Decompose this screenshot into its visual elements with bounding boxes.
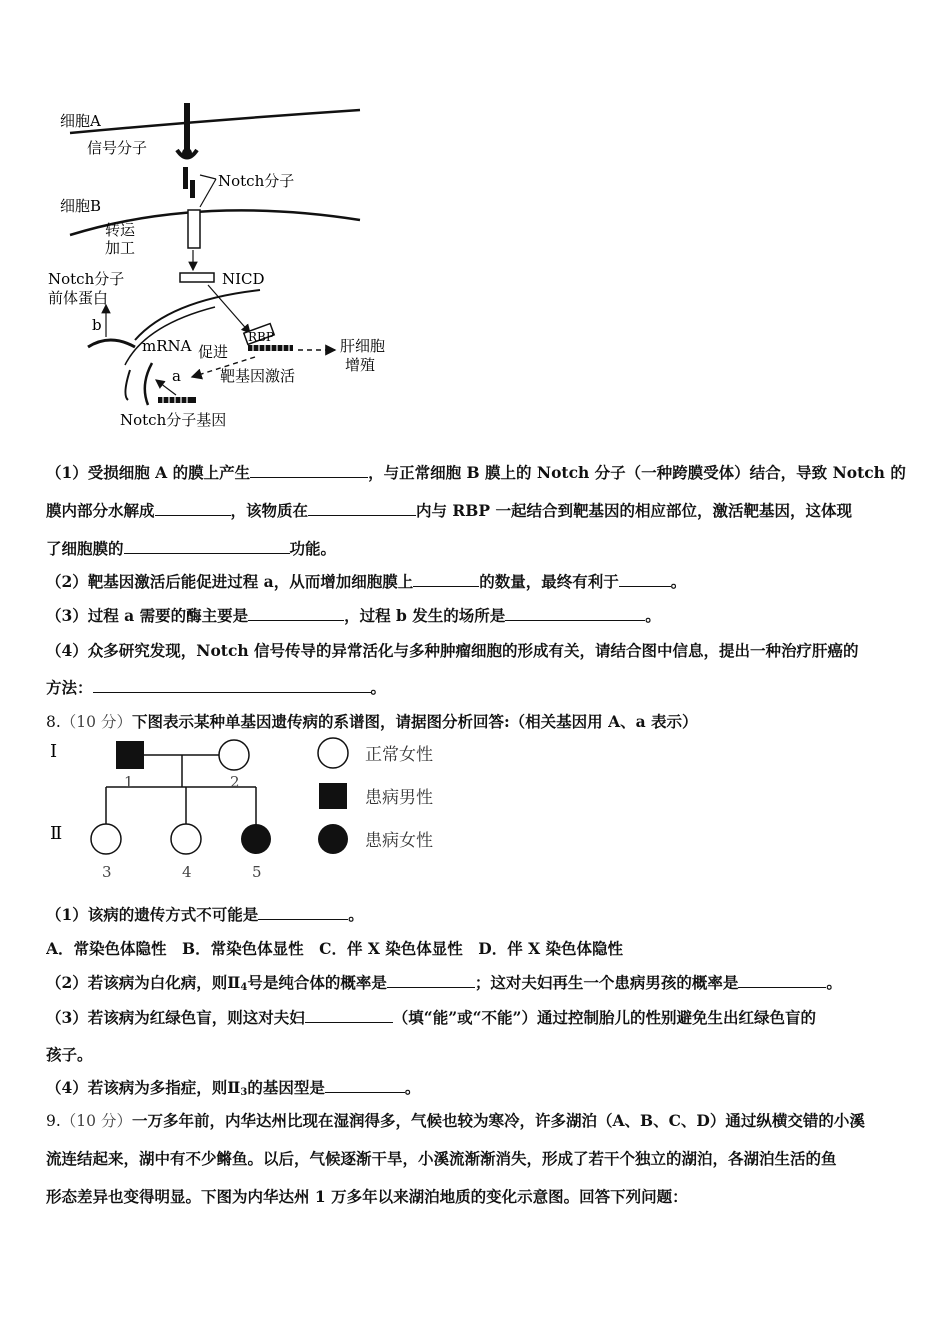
q7-part4-line2: 方法： 。 xyxy=(46,678,387,697)
answer-blank[interactable] xyxy=(124,539,290,554)
q7-part3: （3）过程 a 需要的酶主要是 ，过程 b 发生的场所是 。 xyxy=(46,606,661,625)
q7-part2: （2）靶基因激活后能促进过程 a，从而增加细胞膜上 的数量，最终有利于 。 xyxy=(46,572,687,591)
label-nicd: NICD xyxy=(222,270,265,288)
q8-part1: （1）该病的遗传方式不可能是 。 xyxy=(46,905,364,924)
q7-part1-line3: 了细胞膜的 功能。 xyxy=(46,539,337,558)
individual-4-id: 4 xyxy=(182,863,192,881)
label-a: a xyxy=(172,367,181,385)
mrna-shape xyxy=(88,340,135,347)
individual-1-id: 1 xyxy=(124,773,134,791)
q7-part1-line1: （1）受损细胞 A 的膜上产生 ，与正常细胞 B 膜上的 Notch 分子（一种跨膜受体）结合，导致 Notch 的 xyxy=(46,463,906,482)
label-target-activation: 靶基因激活 xyxy=(220,367,296,385)
answer-blank[interactable] xyxy=(387,973,475,988)
answer-blank[interactable] xyxy=(250,463,368,478)
q8-options: A．常染色体隐性 B．常染色体显性 C．伴 X 染色体显性 D．伴 X 染色体隐性 xyxy=(46,939,624,958)
q8-part4: （4）若该病为多指症，则$Ⅱ_3$的基因型是 。 xyxy=(46,1078,421,1098)
legend-normal-female-symbol xyxy=(318,738,348,768)
label-transport: 转运 xyxy=(105,221,136,239)
label-cell-b: 细胞B xyxy=(60,197,102,215)
label-cell-a: 细胞A xyxy=(60,112,101,130)
generation-2-label: Ⅱ xyxy=(50,823,63,844)
answer-blank[interactable] xyxy=(305,1008,393,1023)
legend-affected-female-symbol xyxy=(318,824,348,854)
label-promote: 促进 xyxy=(198,343,229,361)
label-precursor-1: Notch分子 xyxy=(48,270,125,288)
label-liver-1: 肝细胞 xyxy=(340,337,386,355)
answer-blank[interactable] xyxy=(505,606,645,621)
normal-female-4 xyxy=(171,824,201,854)
answer-blank[interactable] xyxy=(258,905,348,920)
notch-signaling-diagram xyxy=(40,95,400,440)
q8-part3-line1: （3）若该病为红绿色盲，则这对夫妇 （填“能”或“不能”）通过控制胎儿的性别避免生出红绿色盲的 xyxy=(46,1008,816,1027)
label-precursor-2: 前体蛋白 xyxy=(48,289,109,307)
notch-molecule-shape xyxy=(183,167,188,189)
individual-5-id: 5 xyxy=(252,863,262,881)
q8-part3-line2: 孩子。 xyxy=(46,1045,93,1064)
notch-gene-shape xyxy=(158,397,196,403)
q7-part4-line1: （4）众多研究发现，Notch 信号传导的异常活化与多种肿瘤细胞的形成有关，请结合图中信息，提出一种治疗肝癌的 xyxy=(46,641,859,660)
answer-blank[interactable] xyxy=(248,606,344,621)
q8-part2: （2）若该病为白化病，则$Ⅱ_4$号是纯合体的概率是 ；这对夫妇再生一个患病男孩的概率是 。 xyxy=(46,973,842,993)
label-mrna: mRNA xyxy=(142,337,192,355)
individual-2-id: 2 xyxy=(230,773,240,791)
individual-3-id: 3 xyxy=(102,863,112,881)
answer-blank[interactable] xyxy=(308,501,416,516)
cell-a-membrane xyxy=(70,110,360,133)
answer-blank[interactable] xyxy=(155,501,231,516)
label-processing: 加工 xyxy=(105,239,136,257)
affected-female-5 xyxy=(241,824,271,854)
q7-part1-line2: 膜内部分水解成 ，该物质在 内与 RBP 一起结合到靶基因的相应部位，激活靶基因，这体现 xyxy=(46,501,852,520)
label-signal-molecule: 信号分子 xyxy=(87,139,148,157)
legend-affected-male-symbol xyxy=(319,783,347,809)
answer-blank[interactable] xyxy=(413,572,479,587)
q9-line1: 9.（10 分）一万多年前，内华达州比现在湿润得多，气候也较为寒冷，许多湖泊（A、B、C、D）通过纵横交错的小溪 xyxy=(46,1111,865,1130)
q9-line3: 形态差异也变得明显。下图为内华达州 1 万多年以来湖泊地质的变化示意图。回答下列问题： xyxy=(46,1187,688,1206)
q9-line2: 流连结起来，湖中有不少鳉鱼。以后，气候逐渐干旱，小溪流渐渐消失，形成了若干个独立的湖泊，各湖泊生活的鱼 xyxy=(46,1149,837,1168)
nicd-shape xyxy=(180,273,214,282)
answer-blank[interactable] xyxy=(325,1078,405,1093)
label-b: b xyxy=(92,316,102,334)
label-notch-gene: Notch分子基因 xyxy=(120,411,227,429)
answer-blank[interactable] xyxy=(738,973,826,988)
q8-stem: 8.（10 分）下图表示某种单基因遗传病的系谱图，请据图分析回答:（相关基因用 A、a 表示） xyxy=(46,712,698,731)
answer-blank[interactable] xyxy=(93,678,371,693)
generation-1-label: Ⅰ xyxy=(50,741,58,762)
affected-male-1 xyxy=(116,741,144,769)
legend-affected-female: 患病女性 xyxy=(365,831,433,851)
normal-female-2 xyxy=(219,740,249,770)
label-notch-molecule: Notch分子 xyxy=(218,172,295,190)
pedigree-chart xyxy=(40,735,470,885)
legend-affected-male: 患病男性 xyxy=(365,788,433,808)
signal-molecule-shape xyxy=(184,103,190,153)
answer-blank[interactable] xyxy=(619,572,671,587)
normal-female-3 xyxy=(91,824,121,854)
legend-normal-female: 正常女性 xyxy=(365,745,433,765)
label-liver-2: 增殖 xyxy=(345,356,376,374)
label-rbp: RBP xyxy=(248,330,274,344)
